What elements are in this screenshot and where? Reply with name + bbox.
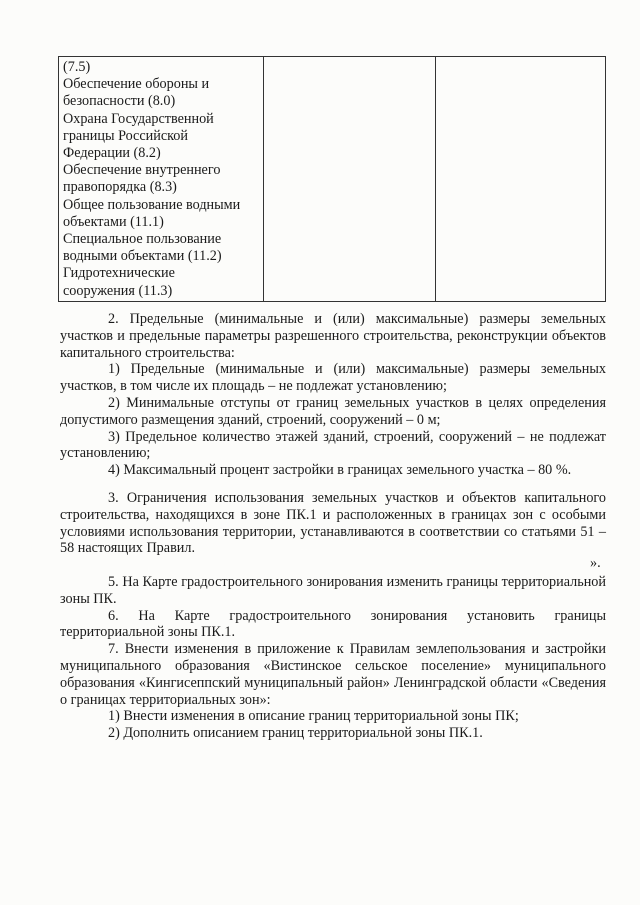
- table-cell-line: Обеспечение внутреннего: [63, 162, 221, 179]
- table-cell-line: Специальное пользование: [63, 231, 222, 248]
- item-7-sub-1: 1) Внести изменения в описание границ территориальной зоны ПК;: [108, 708, 519, 725]
- table-cell-line: сооружения (11.3): [63, 282, 173, 299]
- table-cell-line: (7.5): [63, 59, 91, 75]
- table-cell-empty: [436, 57, 605, 301]
- item-7-intro: 7. Внести изменения в приложение к Правилам землепользования и застройки муниципального образования «Вистинское сельское поселение» муниципального образования «Кингисеппский муниципальный район» Ленинградской области «Сведения о границах территориальных зон»:: [60, 641, 606, 708]
- table-cell-line: Федерации (8.2): [63, 145, 161, 162]
- land-use-table: [58, 56, 606, 302]
- table-cell-land-use-types: [59, 57, 264, 301]
- closing-quote: ».: [590, 555, 601, 571]
- section-2-item-1: 1) Предельные (минимальные и (или) максимальные) размеры земельных участков, в том числе их площадь – не подлежат установлению;: [60, 361, 606, 395]
- table-cell-line: водными объектами (11.2): [63, 248, 222, 265]
- item-5: 5. На Карте градостроительного зонирования изменить границы территориальной зоны ПК.: [60, 574, 606, 607]
- section-2-item-4: 4) Максимальный процент застройки в границах земельного участка – 80 %.: [108, 462, 572, 479]
- table-cell-line: Общее пользование водными: [63, 196, 241, 213]
- table-cell-line: объектами (11.1): [63, 213, 164, 230]
- table-cell-line: безопасности (8.0): [63, 93, 176, 110]
- section-2: [60, 311, 606, 479]
- item-6: 6. На Карте градостроительного зонирования установить границы территориальной зоны ПК.1.: [60, 607, 606, 641]
- table-cell-line: Обеспечение обороны и: [63, 76, 210, 93]
- section-2-item-3: 3) Предельное количество этажей зданий, строений, сооружений – не подлежат установлению;: [60, 428, 606, 462]
- item-7-sub-2: 2) Дополнить описанием границ территориальной зоны ПК.1.: [108, 725, 483, 742]
- table-cell-line: Гидротехнические: [63, 265, 175, 282]
- table-cell-empty: [264, 57, 436, 301]
- section-3-text: 3. Ограничения использования земельных участков и объектов капитального строительства, находящихся в зоне ПК.1 и расположенных в границах зон с особыми условиями использования территории, устанавливаются в соответствии со статьями 51 – 58 настоящих Правил.: [60, 490, 606, 557]
- items-5-7: [60, 574, 606, 742]
- section-2-item-2: 2) Минимальные отступы от границ земельных участков в целях определения допустимого размещения зданий, строений, сооружений – 0 м;: [60, 394, 606, 428]
- table-cell-line: Охрана Государственной: [63, 110, 214, 127]
- section-2-intro: 2. Предельные (минимальные и (или) максимальные) размеры земельных участков и предельные параметры разрешенного строительства, реконструкции объектов капитального строительства:: [60, 311, 606, 361]
- table-cell-line: границы Российской: [63, 127, 188, 144]
- table-cell-line: правопорядка (8.3): [63, 179, 177, 196]
- section-3: [60, 490, 606, 557]
